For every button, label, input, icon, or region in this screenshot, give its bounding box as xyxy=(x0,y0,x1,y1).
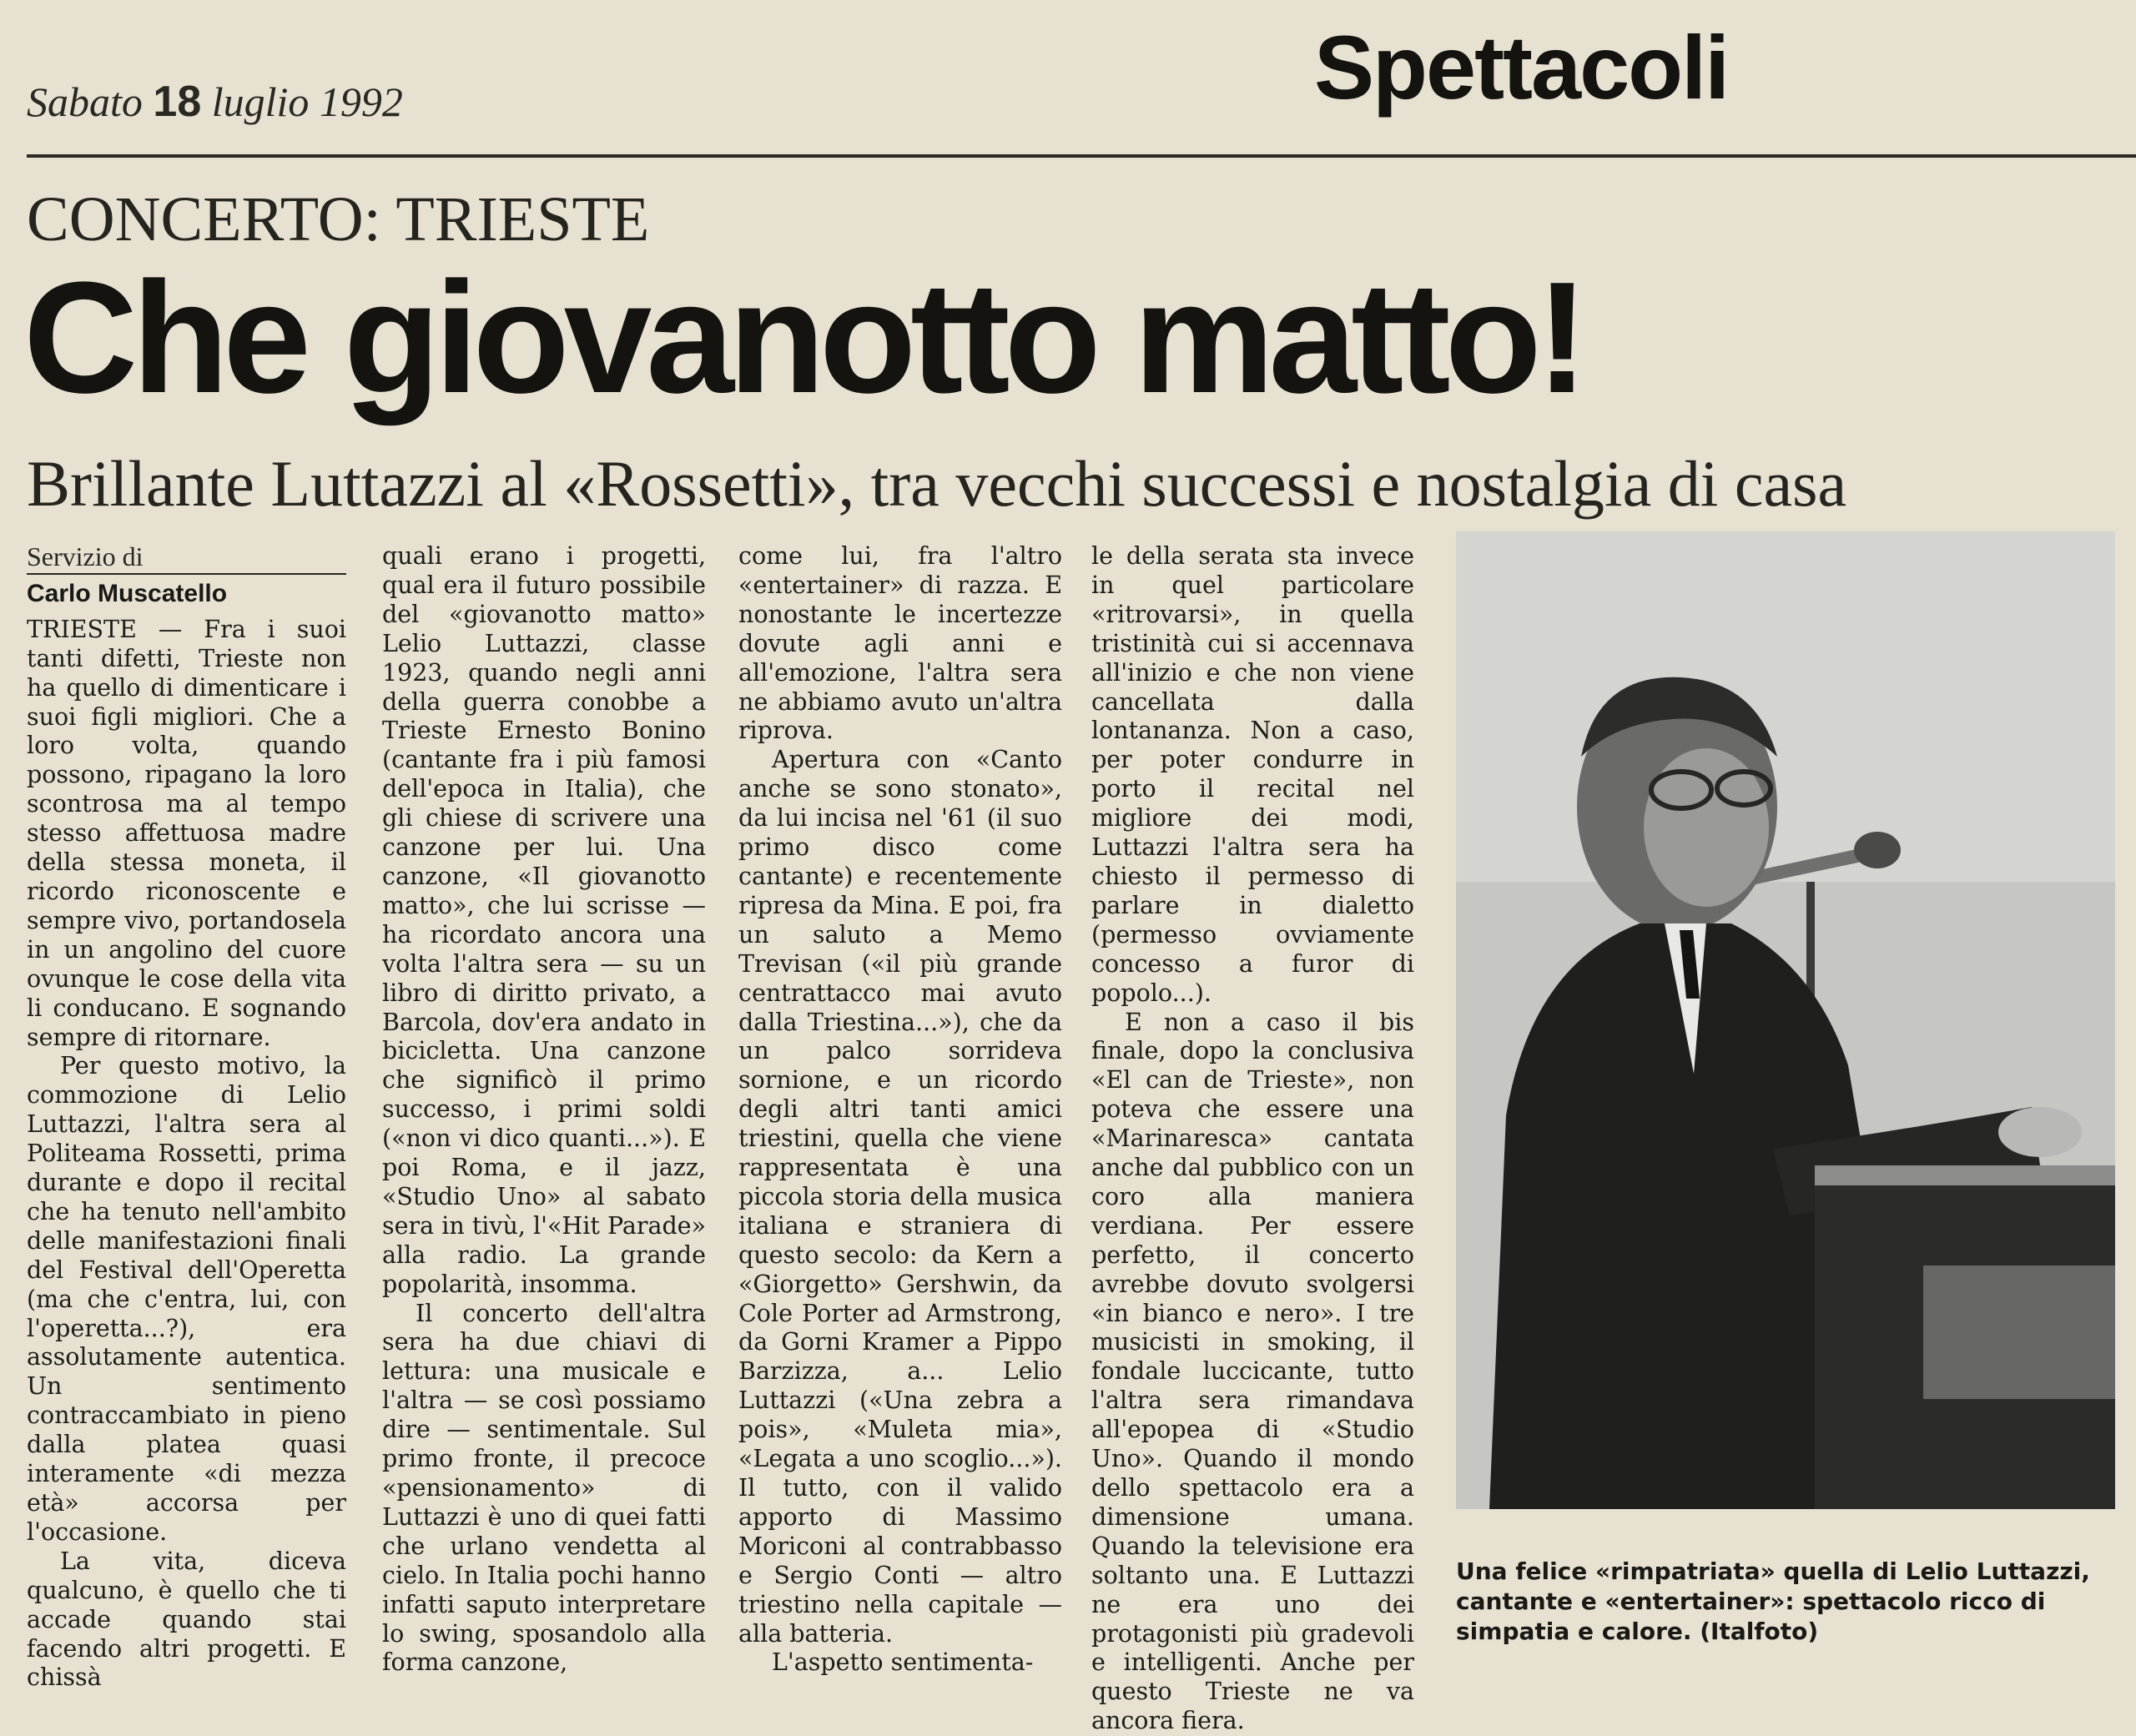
performer-photo-illustration xyxy=(1456,531,2115,1509)
article-column-2 xyxy=(382,542,706,1678)
article-paragraph: Il concerto dell'altra sera ha due chiavi di lettura: una musicale e l'altra — se così possiamo dire — sentimentale. Sul primo fronte, il precoce «pensionamento» di Luttazzi è uno di quei fatti che urlano vendetta al cielo. In Italia pochi hanno infatti saputo interpretare lo swing, sposandolo alla forma canzone, xyxy=(382,1300,706,1678)
article-column-3 xyxy=(738,542,1062,1678)
article-paragraph: le della serata sta invece in quel particolare «ritrovarsi», in quella tristinità cui si accennava all'inizio e che non viene cancellata dalla lontananza. Non a caso, per poter condurre in porto il recital nel migliore dei modi, Luttazzi l'altra sera ha chiesto il permesso di parlare in dialetto (permesso ovviamente concesso a furor di popolo...). xyxy=(1091,542,1414,1009)
article-paragraph: Apertura con «Canto anche se sono stonato», da lui incisa nel '61 (il suo primo disco come cantante) e recentemente ripresa da Mina. E poi, fra un saluto a Memo Trevisan («il più grande centrattacco mai avuto dalla Triestina...»), che da un palco sorrideva sornione, e un ricordo degli altri tanti amici triestini, quella che viene rappresentata è una piccola storia della musica italiana e straniera di questo secolo: da Kern a «Giorgetto» Gershwin, da Cole Porter ad Armstrong, da Gorni Kramer a Pippo Barzizza, a... Lelio Luttazzi («Una zebra a pois», «Muleta mia», «Legata a uno scoglio...»). Il tutto, con il valido apporto di Massimo Moriconi al contrabbasso e Sergio Conti — altro triestino nella capitale — alla batteria. xyxy=(738,746,1062,1648)
article-headline: Che giovanotto matto! xyxy=(23,259,1583,417)
article-paragraph: E non a caso il bis finale, dopo la conclusiva «El can de Trieste», non poteva che essere una «Marinaresca» cantata anche dal pubblico con un coro alla maniera verdiana. Per essere perfetto, il concerto avrebbe dovuto svolgersi «in bianco e nero». I tre musicisti in smoking, il fondale luccicante, tutto l'altra sera rimandava all'epopea di «Studio Uno». Quando il mondo dello spettacolo era a dimensione umana. Quando la televisione era soltanto una. E Luttazzi ne era uno dei protagonisti più gradevoli e intelligenti. Anche per questo Trieste ne va ancora fiera. xyxy=(1091,1009,1414,1736)
header-rule xyxy=(27,154,2136,158)
date-month-year: luglio 1992 xyxy=(212,78,403,125)
article-column-4 xyxy=(1091,542,1414,1736)
section-title: Spettacoli xyxy=(1314,15,1728,119)
photo-caption: Una felice «rimpatriata» quella di Lelio Luttazzi, cantante e «entertainer»: spettacolo ricco di simpatia e calore. (Italfoto) xyxy=(1456,1557,2123,1647)
article-paragraph: L'aspetto sentimenta- xyxy=(738,1648,1062,1678)
date-day: 18 xyxy=(153,78,201,126)
article-paragraph: quali erano i progetti, qual era il futuro possibile del «giovanotto matto» Lelio Luttazzi, classe 1923, quando negli anni della guerra conobbe a Trieste Ernesto Bonino (cantante fra i più famosi dell'epoca in Italia), che gli chiese di scrivere una canzone per lui. Una canzone, «Il giovanotto matto», che lui scrisse — ha ricordato ancora una volta l'altra sera — su un libro di diritto privato, a Barcola, dov'era andato in bicicletta. Una canzone che significò il primo successo, i primi soldi («non vi dico quanti...»). E poi Roma, e il jazz, «Studio Uno» al sabato sera in tivù, l'«Hit Parade» alla radio. La grande popolarità, insomma. xyxy=(382,542,706,1300)
dateline xyxy=(27,77,403,127)
article-paragraph: La vita, diceva qualcuno, è quello che ti accade quando stai facendo altri progetti. E chissà xyxy=(27,1547,346,1693)
article-subhead: Brillante Luttazzi al «Rossetti», tra vecchi successi e nostalgia di casa xyxy=(27,446,1846,521)
article-paragraph: come lui, fra l'altro «entertainer» di razza. E nonostante le incertezze dovute agli anni e all'emozione, l'altra sera ne abbiamo avuto un'altra riprova. xyxy=(738,542,1062,746)
article-column-1 xyxy=(27,542,346,1693)
article-kicker: CONCERTO: TRIESTE xyxy=(27,184,649,256)
article-photo xyxy=(1456,531,2115,1509)
article-paragraph: Per questo motivo, la commozione di Lelio Luttazzi, l'altra sera al Politeama Rossetti, prima durante e dopo il recital che ha tenuto nell'ambito delle manifestazioni finali del Festival dell'Operetta (ma che c'entra, lui, con l'operetta...?), era assolutamente autentica. Un sentimento contraccambiato in pieno dalla platea quasi interamente «di mezza età» accorsa per l'occasione. xyxy=(27,1052,346,1547)
byline-intro: Servizio di xyxy=(27,542,346,575)
byline-author: Carlo Muscatello xyxy=(27,580,346,609)
article-paragraph: TRIESTE — Fra i suoi tanti difetti, Trieste non ha quello di dimenticare i suoi figli migliori. Che a loro volta, quando possono, ripagano la loro scontrosa ma al tempo stesso affettuosa madre della stessa moneta, il ricordo riconoscente e sempre vivo, portandosela in un angolino del cuore ovunque le cose della vita li conducano. E sognando sempre di ritornare. xyxy=(27,616,346,1053)
date-weekday: Sabato xyxy=(27,78,143,125)
